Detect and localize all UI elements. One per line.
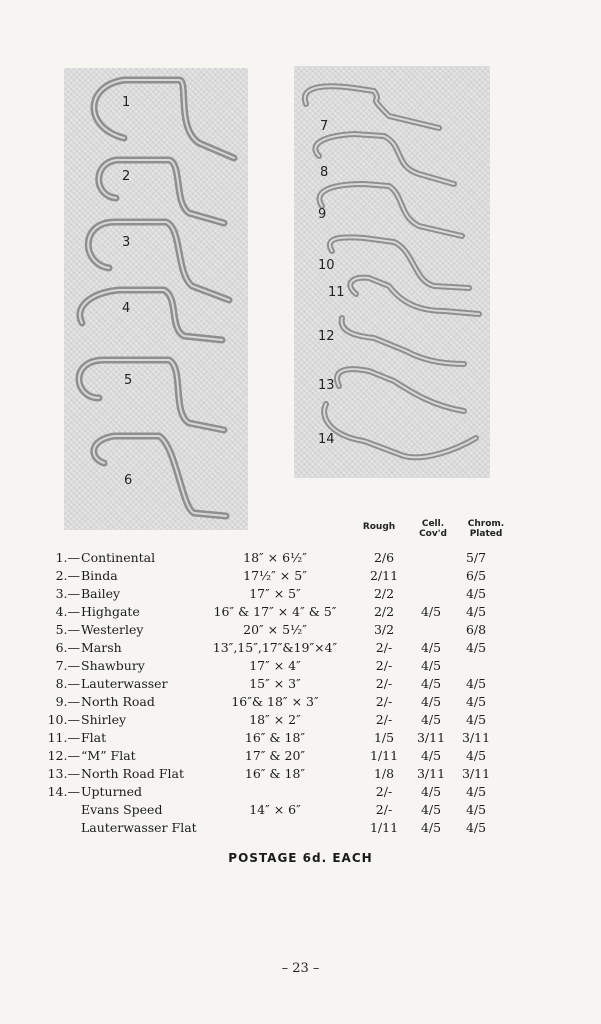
price-celluloid: 4/5 [420,802,442,817]
row-number: 4.— [55,604,80,619]
price-rough: 1/11 [369,748,399,763]
handlebar-drawing-right [294,66,490,478]
price-celluloid: 3/11 [416,766,446,781]
price-chrome: 4/5 [465,604,487,619]
price-celluloid: 4/5 [420,694,442,709]
price-rough: 1/11 [369,820,399,835]
price-celluloid: 4/5 [420,658,442,673]
table-row [0,621,601,639]
row-number: 1.— [55,550,80,565]
price-chrome: 4/5 [465,694,487,709]
row-number: 14.— [47,784,80,799]
bar-size: 14″ × 6″ [249,802,301,817]
price-rough: 2/2 [373,586,395,601]
price-celluloid: 3/11 [416,730,446,745]
bar-size: 16″ & 18″ [244,766,306,781]
bar-label-11: 11 [328,285,345,300]
price-celluloid: 4/5 [420,820,442,835]
price-rough: 2/- [375,640,393,655]
bar-size: 15″ × 3″ [249,676,301,691]
bar-label-3: 3 [122,235,131,250]
price-chrome: 4/5 [465,640,487,655]
bar-name: Shirley [81,712,127,727]
bar-name: Westerley [81,622,144,637]
bar-name: Lauterwasser Flat [81,820,197,835]
bar-name: Bailey [81,586,121,601]
price-rough: 1/5 [373,730,395,745]
bar-size: 17½″ × 5″ [243,568,307,583]
bar-name: North Road [81,694,155,709]
bar-name: Lauterwasser [81,676,168,691]
price-rough: 2/- [375,784,393,799]
row-number: 12.— [47,748,80,763]
bar-label-9: 9 [318,207,327,222]
bar-name: “M” Flat [81,748,136,763]
price-chrome: 4/5 [465,586,487,601]
price-rough: 3/2 [373,622,395,637]
row-number: 11.— [47,730,80,745]
table-row [0,549,601,567]
handlebar-drawing-left [64,68,248,530]
column-header-rough: Rough [362,522,396,532]
postage-note: POSTAGE 6d. EACH [228,851,373,865]
price-celluloid: 4/5 [420,676,442,691]
bar-name: Continental [81,550,156,565]
table-row [0,693,601,711]
price-rough: 2/- [375,694,393,709]
row-number: 10.— [47,712,80,727]
page-number: – 23 – [281,961,320,976]
column-header-chrome [460,519,512,539]
price-chrome: 4/5 [465,784,487,799]
row-number: 5.— [55,622,80,637]
column-header-celluloid [413,519,453,539]
price-celluloid: 4/5 [420,604,442,619]
price-chrome: 4/5 [465,820,487,835]
price-chrome: 4/5 [465,802,487,817]
table-row [0,675,601,693]
table-row [0,729,601,747]
bar-name: Shawbury [81,658,145,673]
price-celluloid: 4/5 [420,748,442,763]
bar-label-2: 2 [122,169,131,184]
price-chrome: 4/5 [465,748,487,763]
bar-label-4: 4 [122,301,131,316]
bar-size: 18″ × 6½″ [243,550,307,565]
row-number: 2.— [55,568,80,583]
bar-label-14: 14 [318,432,335,447]
handlebar-photo-left [64,68,248,530]
price-rough: 2/- [375,658,393,673]
price-rough: 2/11 [369,568,399,583]
table-row [0,657,601,675]
price-rough: 2/6 [373,550,395,565]
bar-label-10: 10 [318,258,335,273]
column-header-celluloid-line2: Cov'd [419,529,447,539]
bar-name: Highgate [81,604,140,619]
price-rough: 2/- [375,676,393,691]
table-row [0,765,601,783]
bar-size: 16″& 18″ × 3″ [231,694,319,709]
table-row [0,819,601,837]
table-row [0,639,601,657]
price-celluloid: 4/5 [420,640,442,655]
row-number: 6.— [55,640,80,655]
column-header-chrome-line2: Plated [469,529,503,539]
bar-label-8: 8 [320,165,329,180]
table-row [0,567,601,585]
bar-size: 20″ × 5½″ [243,622,307,637]
bar-label-1: 1 [122,95,131,110]
bar-name: Binda [81,568,118,583]
price-chrome: 5/7 [465,550,487,565]
price-chrome: 4/5 [465,676,487,691]
bar-name: Flat [81,730,107,745]
price-celluloid: 4/5 [420,784,442,799]
bar-label-6: 6 [124,473,133,488]
table-row [0,711,601,729]
bar-name: North Road Flat [81,766,184,781]
table-row [0,801,601,819]
bar-name: Upturned [81,784,143,799]
table-row [0,585,601,603]
bar-size: 16″ & 17″ × 4″ & 5″ [213,604,337,619]
column-header-chrome-line1: Chrom. [467,519,505,529]
row-number: 8.— [55,676,80,691]
price-chrome: 3/11 [461,766,491,781]
bar-label-7: 7 [320,119,329,134]
handlebar-photo-right [294,66,490,478]
price-rough: 1/8 [373,766,395,781]
price-rough: 2/- [375,802,393,817]
price-rough: 2/2 [373,604,395,619]
bar-size: 18″ × 2″ [249,712,301,727]
price-chrome: 3/11 [461,730,491,745]
bar-name: Evans Speed [81,802,163,817]
bar-label-13: 13 [318,378,335,393]
row-number: 3.— [55,586,80,601]
table-row [0,603,601,621]
price-rough: 2/- [375,712,393,727]
bar-label-5: 5 [124,373,133,388]
bar-size: 13″,15″,17″&19″×4″ [212,640,338,655]
price-chrome: 6/8 [465,622,487,637]
row-number: 13.— [47,766,80,781]
table-row [0,783,601,801]
price-celluloid: 4/5 [420,712,442,727]
bar-size: 17″ & 20″ [244,748,306,763]
bar-size: 17″ × 5″ [249,586,301,601]
price-chrome: 6/5 [465,568,487,583]
bar-name: Marsh [81,640,122,655]
bar-label-12: 12 [318,329,335,344]
column-header-celluloid-line1: Cell. [421,519,445,529]
bar-size: 17″ × 4″ [249,658,301,673]
row-number: 9.— [55,694,80,709]
row-number: 7.— [55,658,80,673]
price-chrome: 4/5 [465,712,487,727]
bar-size: 16″ & 18″ [244,730,306,745]
table-row [0,747,601,765]
